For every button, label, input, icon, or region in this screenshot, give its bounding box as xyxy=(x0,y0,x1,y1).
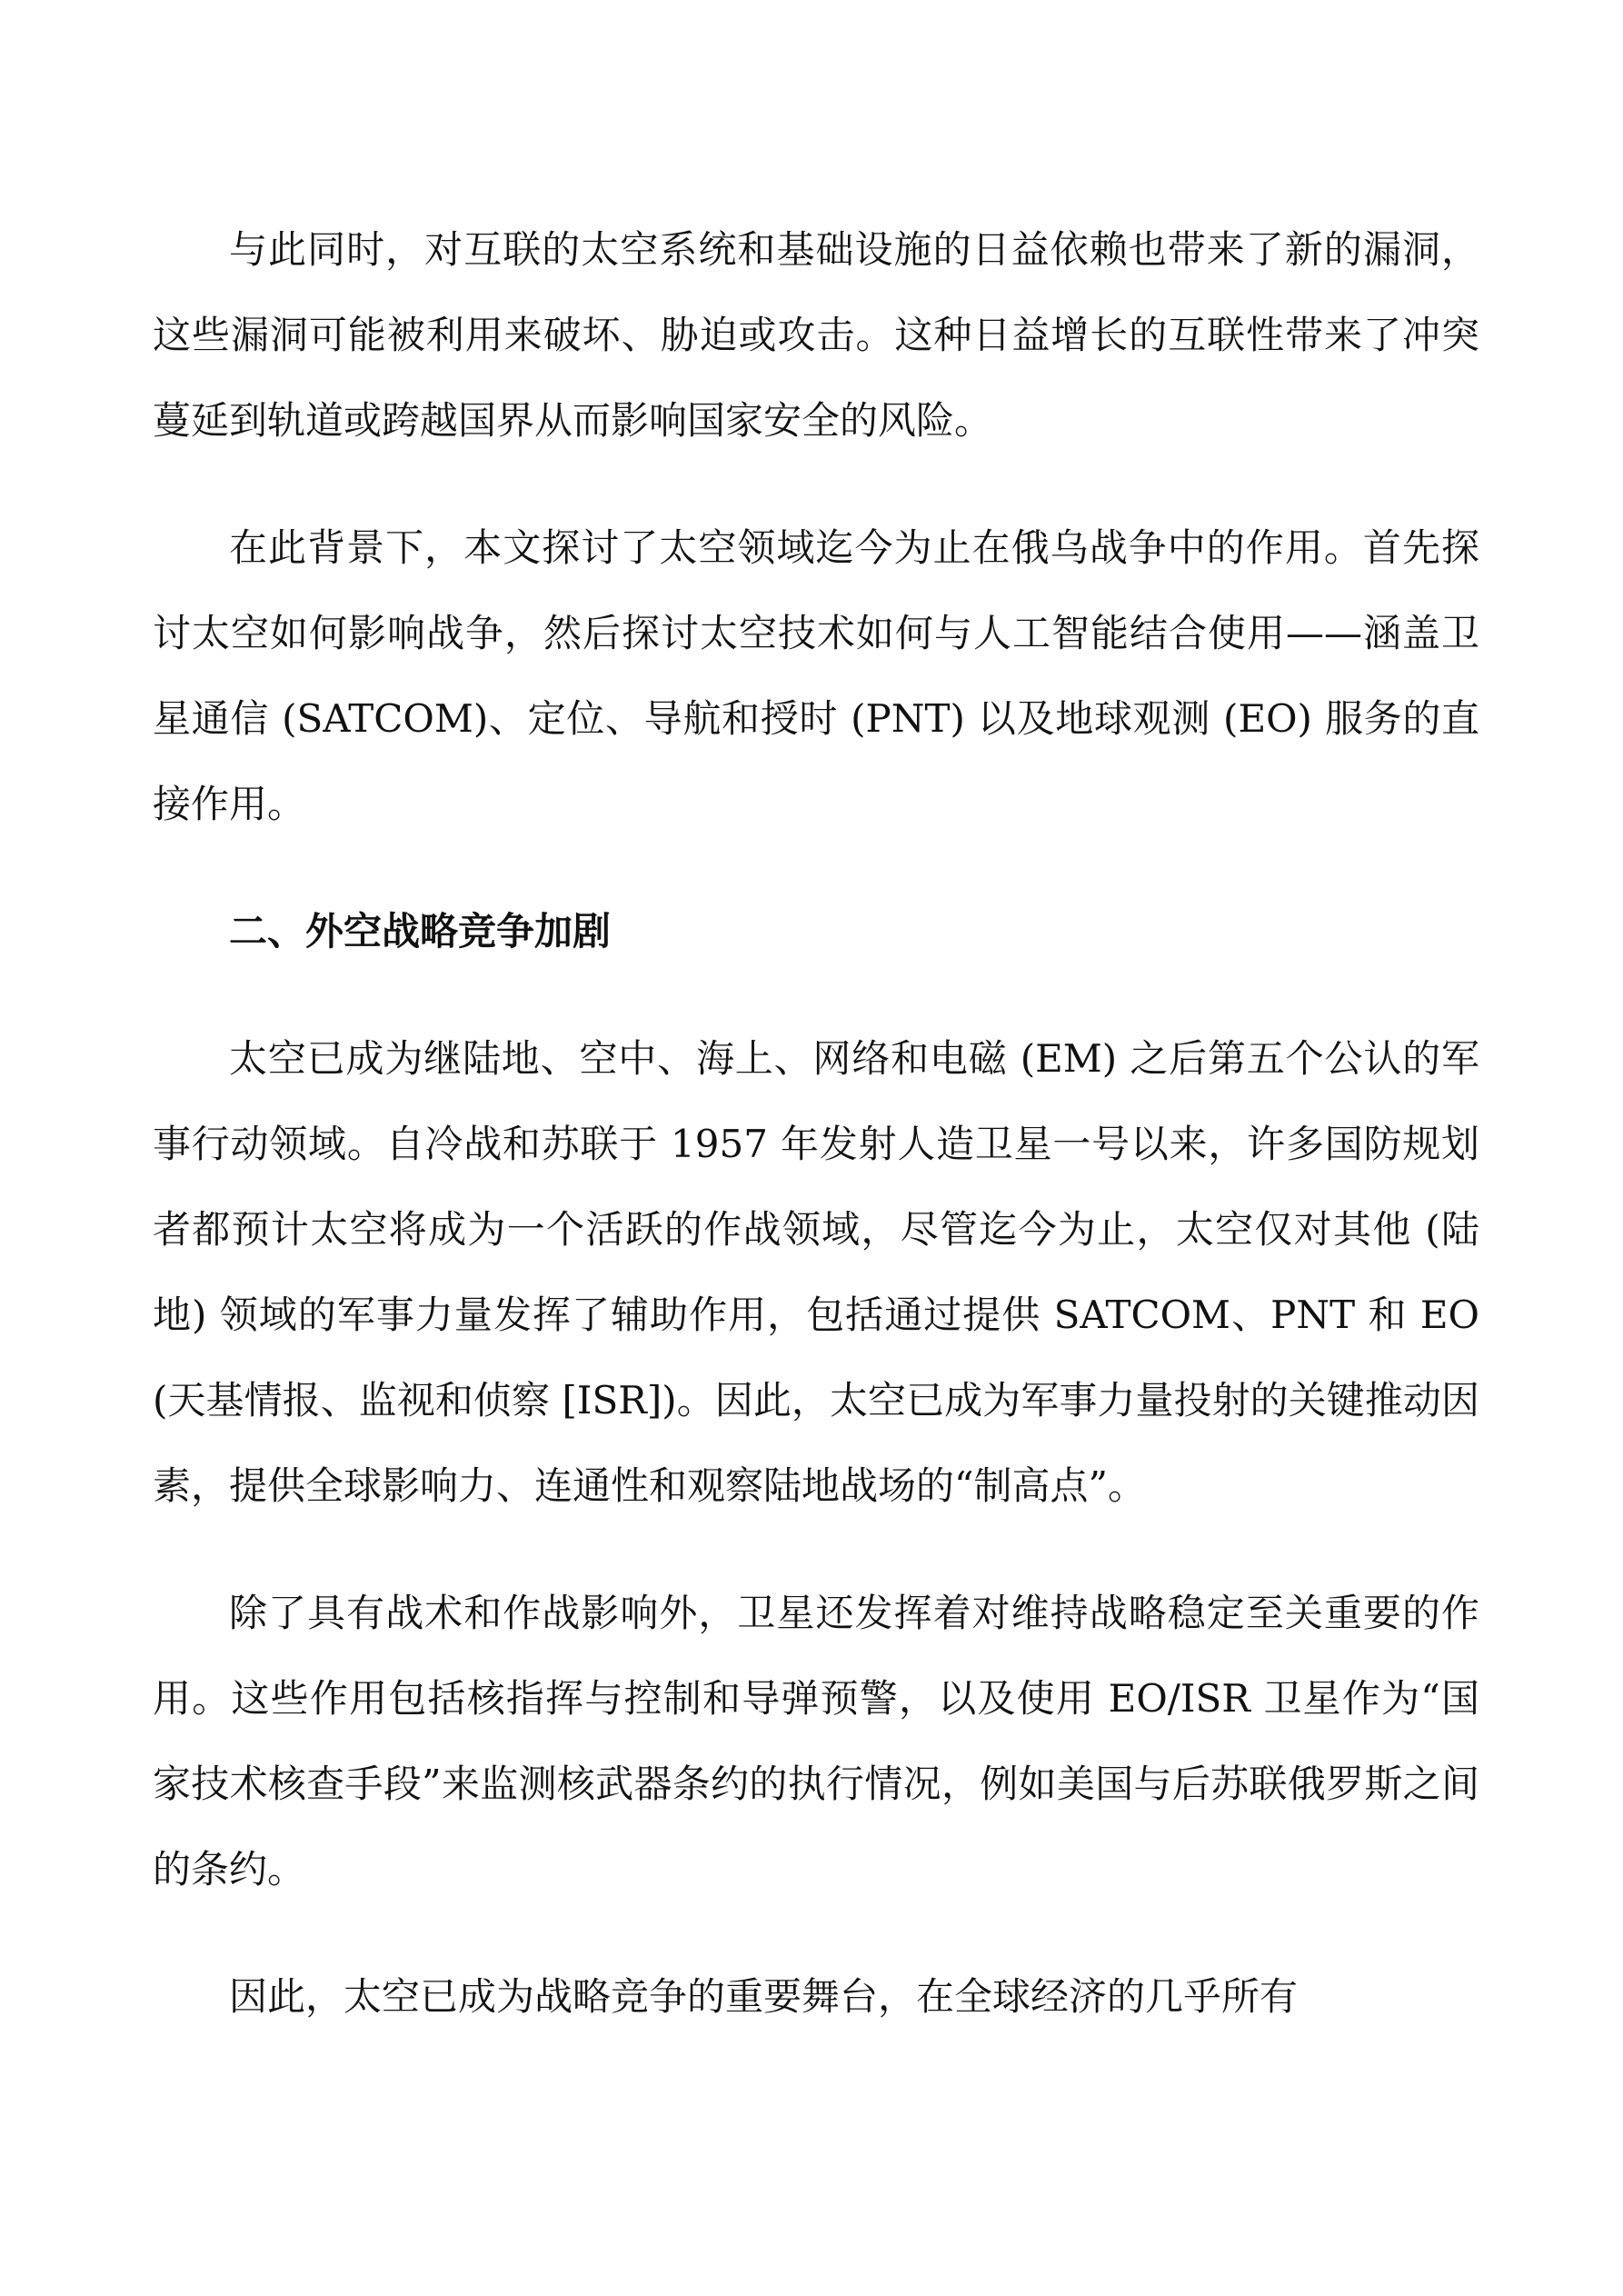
paragraph-strategic-stability: 除了具有战术和作战影响外，卫星还发挥着对维持战略稳定至关重要的作用。这些作用包括核指挥与控制和导弹预警，以及使用 EO/ISR 卫星作为“国家技术核查手段”来监测核武器条约的执行情况，例如美国与后苏联俄罗斯之间的条约。 xyxy=(153,1591,1479,1892)
section-heading: 二、外空战略竞争加剧 xyxy=(229,909,612,953)
paragraph-vulnerabilities: 与此同时，对互联的太空系统和基础设施的日益依赖也带来了新的漏洞，这些漏洞可能被利用来破坏、胁迫或攻击。这种日益增长的互联性带来了冲突蔓延到轨道或跨越国界从而影响国家安全的风险。 xyxy=(153,227,1479,443)
paragraph-strategic-competition: 因此，太空已成为战略竞争的重要舞台，在全球经济的几乎所有 xyxy=(229,1974,1299,2019)
document-body xyxy=(153,207,1479,2081)
paragraph-background: 在此背景下，本文探讨了太空领域迄今为止在俄乌战争中的作用。首先探讨太空如何影响战争，然后探讨太空技术如何与人工智能结合使用——涵盖卫星通信 (SATCOM)、定位、导航和授时 (PNT) 以及地球观测 (EO) 服务的直接作用。 xyxy=(153,525,1479,826)
paragraph-fifth-domain: 太空已成为继陆地、空中、海上、网络和电磁 (EM) 之后第五个公认的军事行动领域。自冷战和苏联于 1957 年发射人造卫星一号以来，许多国防规划者都预计太空将成为一个活跃的作战领域，尽管迄今为止，太空仅对其他 (陆地) 领域的军事力量发挥了辅助作用，包括通过提供 SATCOM、PNT 和 EO (天基情报、监视和侦察 [ISR])。因此，太空已成为军事力量投射的关键推动因素，提供全球影响力、连通性和观察陆地战场的“制高点”。 xyxy=(153,1036,1479,1508)
